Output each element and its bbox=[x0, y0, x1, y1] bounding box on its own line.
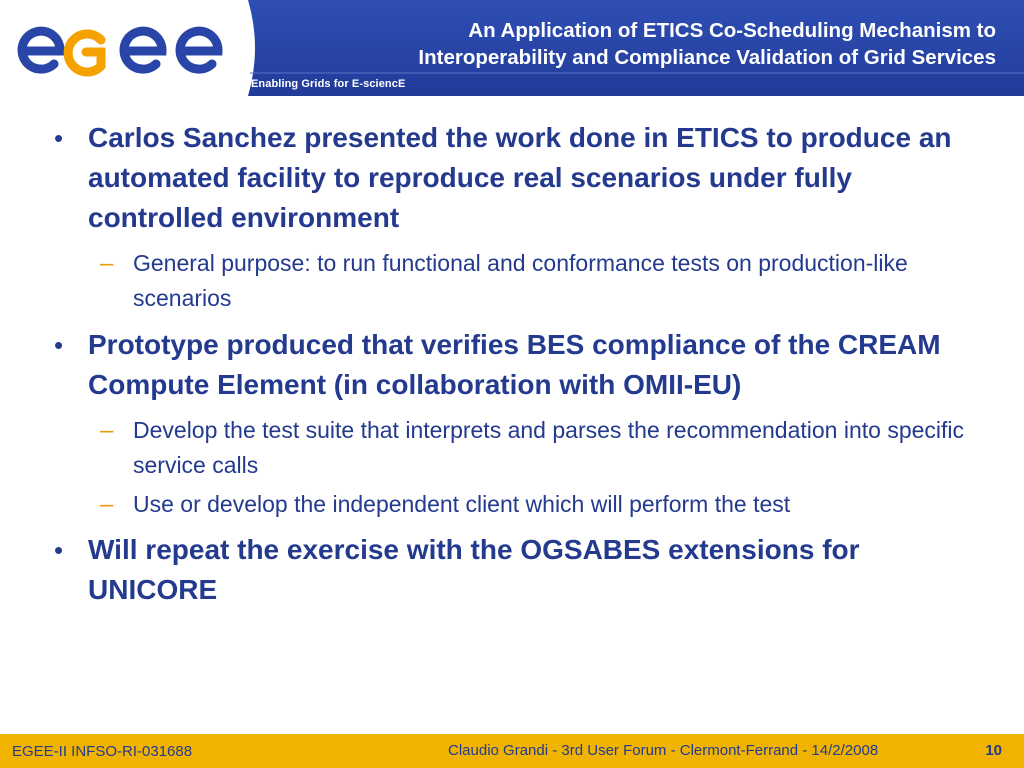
egee-logo bbox=[0, 0, 250, 96]
bullet-dot: • bbox=[54, 535, 64, 565]
sub-bullet-item bbox=[100, 487, 993, 522]
footer-project-id: EGEE-II INFSO-RI-031688 bbox=[12, 743, 193, 760]
sub-bullet-dash: – bbox=[100, 491, 114, 518]
sub-bullet-item bbox=[100, 246, 993, 316]
bullet-dot: • bbox=[54, 123, 64, 153]
slide-title bbox=[256, 17, 996, 71]
bullet-item bbox=[54, 118, 978, 238]
slide-header bbox=[0, 0, 1024, 96]
slide-footer bbox=[0, 734, 1024, 768]
bullet-item bbox=[54, 530, 978, 610]
page-number: 10 bbox=[985, 742, 1002, 759]
title-line-1: An Application of ETICS Co-Scheduling Mechanism to bbox=[468, 19, 996, 42]
sub-bullet-text: Use or develop the independent client which will perform the test bbox=[133, 491, 791, 517]
header-tagline: Enabling Grids for E-sciencE bbox=[251, 78, 406, 90]
sub-bullet-dash: – bbox=[100, 417, 114, 444]
bullet-text: Carlos Sanchez presented the work done in ETICS to produce an automated facility to reproduce real scenarios under fully controlled environment bbox=[88, 122, 952, 233]
title-line-2: Interoperability and Compliance Validation of Grid Services bbox=[418, 46, 996, 69]
slide-body bbox=[0, 112, 1024, 610]
sub-bullet-item bbox=[100, 413, 993, 483]
bullet-text: Prototype produced that verifies BES compliance of the CREAM Compute Element (in collaboration with OMII-EU) bbox=[88, 329, 941, 400]
sub-bullet-text: Develop the test suite that interprets and parses the recommendation into specific service calls bbox=[133, 417, 965, 478]
sub-bullet-dash: – bbox=[100, 250, 114, 277]
bullet-text: Will repeat the exercise with the OGSABES extensions for UNICORE bbox=[88, 534, 860, 605]
sub-bullet-text: General purpose: to run functional and conformance tests on production-like scenarios bbox=[133, 250, 908, 311]
bullet-dot: • bbox=[54, 330, 64, 360]
footer-presenter-info: Claudio Grandi - 3rd User Forum - Clermont-Ferrand - 14/2/2008 bbox=[448, 742, 879, 759]
bullet-item bbox=[54, 325, 978, 405]
